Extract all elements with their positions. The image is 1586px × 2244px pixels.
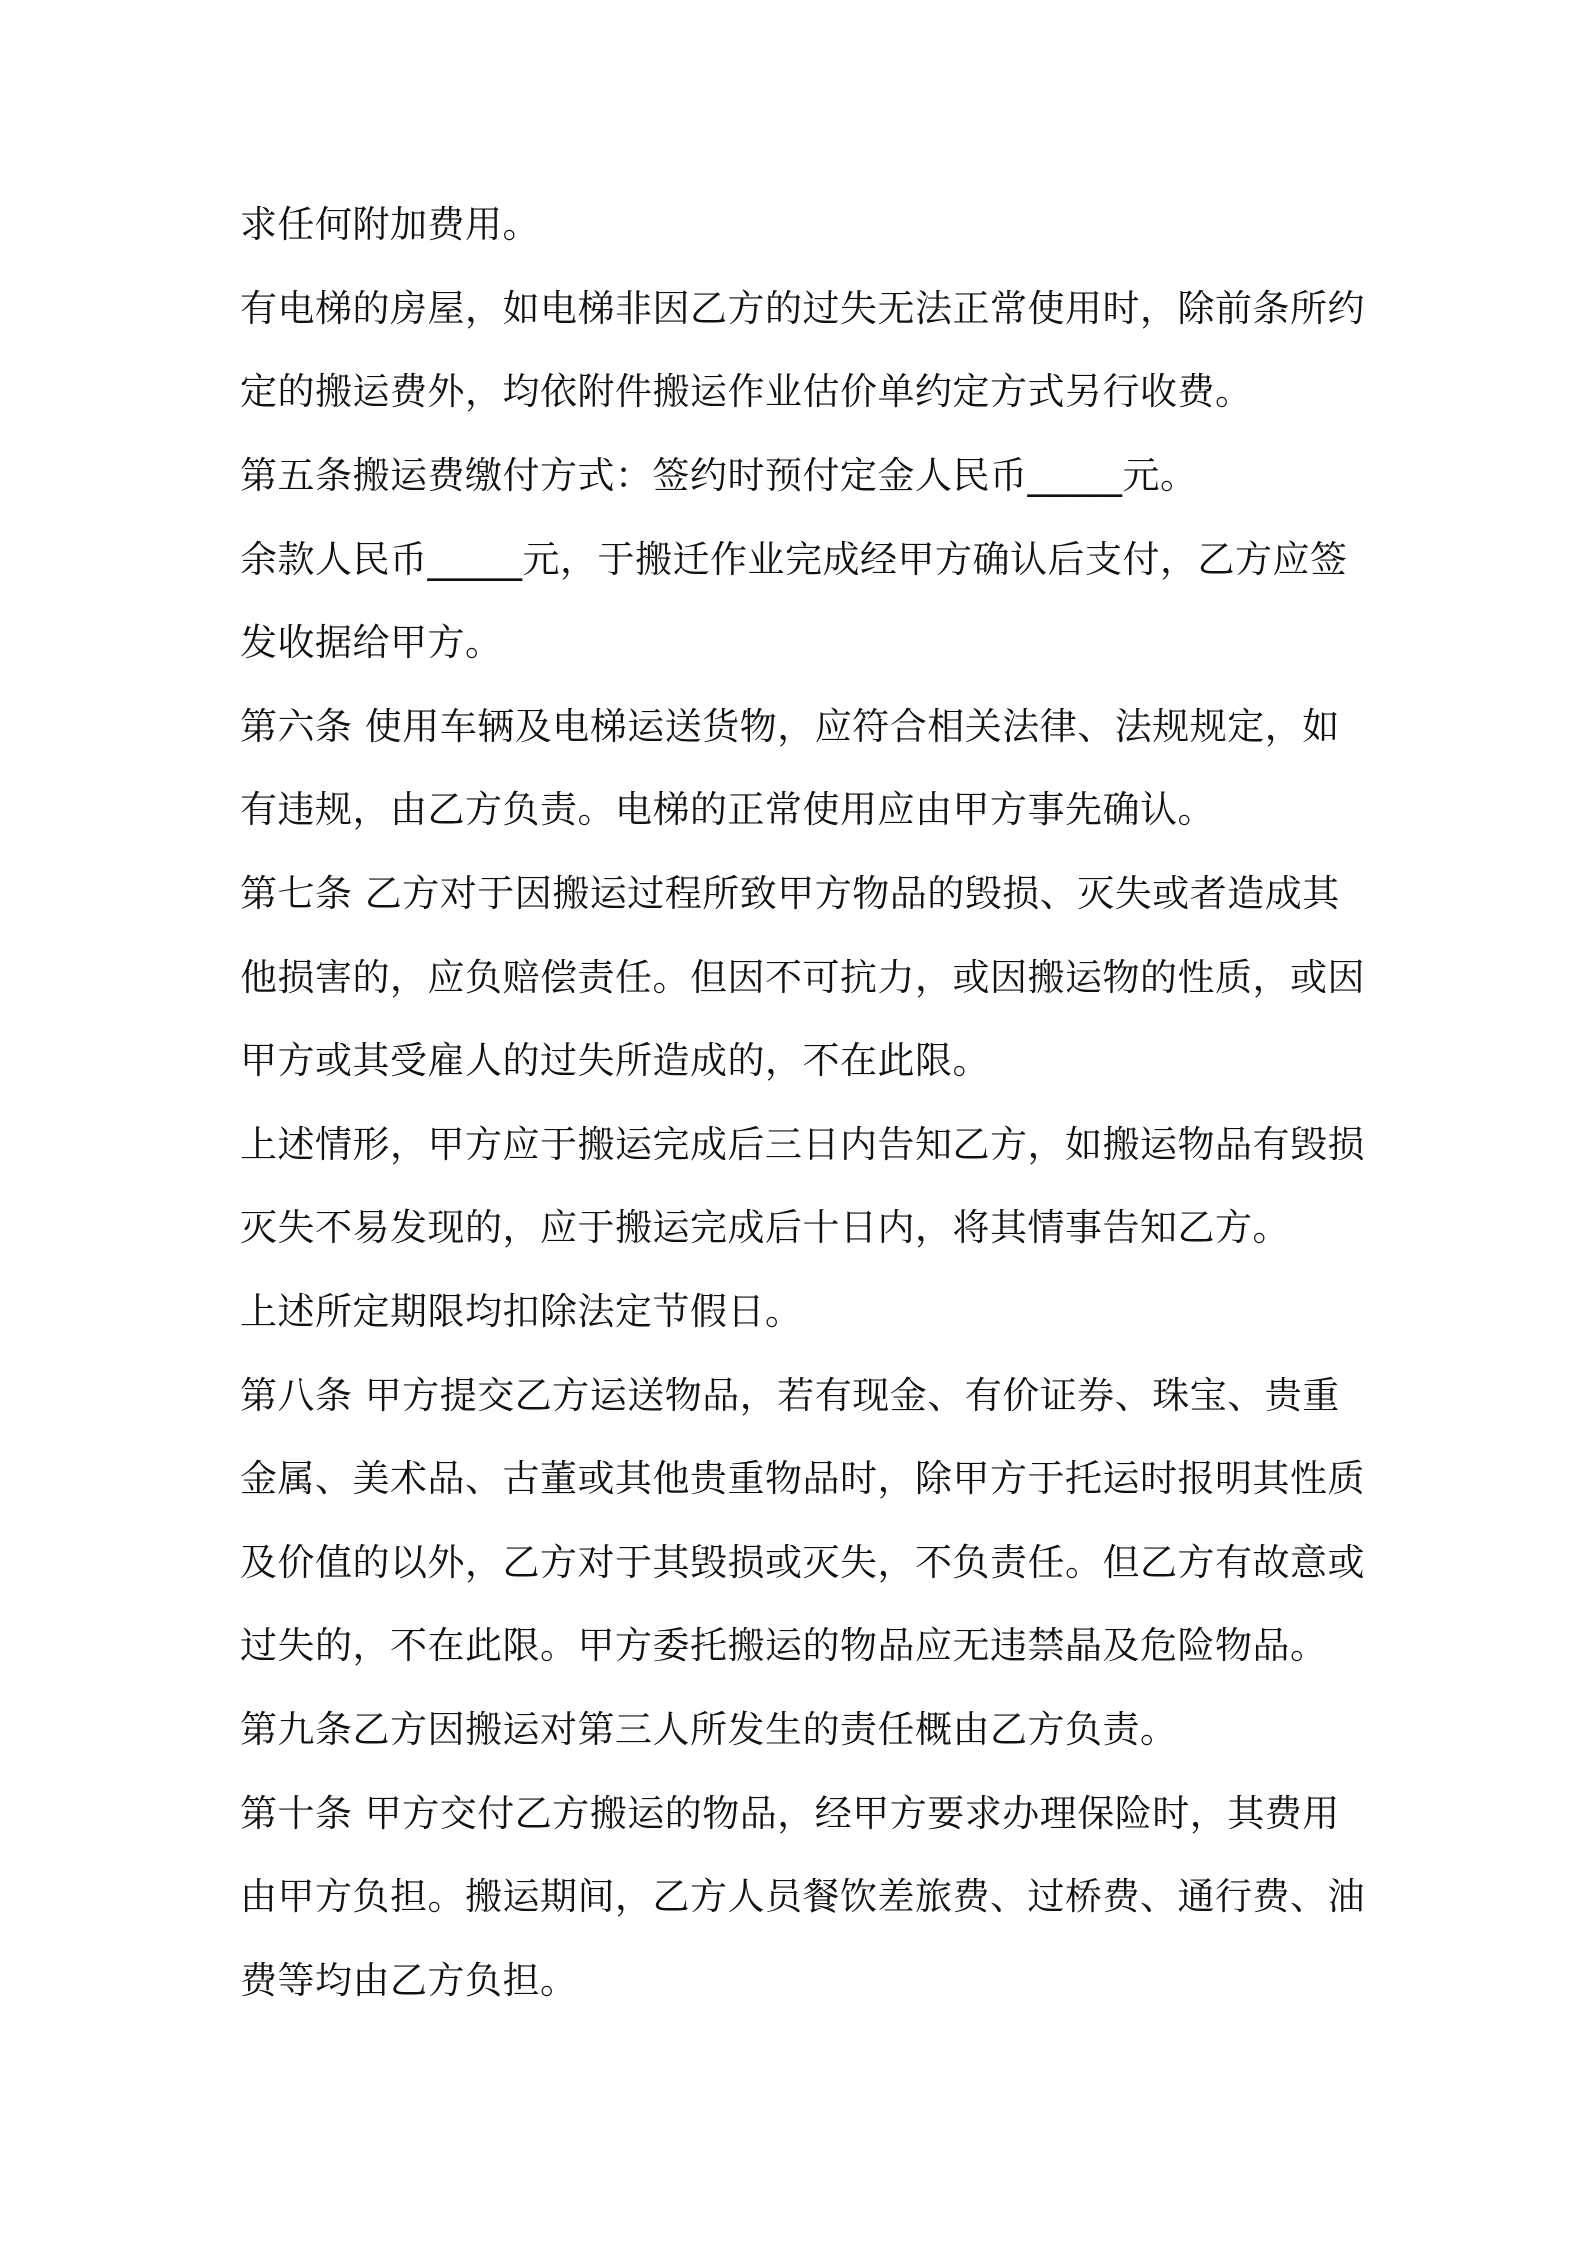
text-line: 求任何附加费用。: [240, 203, 540, 246]
text-line: 灭失不易发现的，应于搬运完成后十日内，将其情事告知乙方。: [240, 1206, 1290, 1249]
text-line: 有违规，由乙方负责。电梯的正常使用应由甲方事先确认。: [240, 788, 1215, 831]
text-line: 定的搬运费外，均依附件搬运作业估价单约定方式另行收费。: [240, 370, 1253, 413]
text-line: 上述情形，甲方应于搬运完成后三日内告知乙方，如搬运物品有毁损: [240, 1123, 1365, 1166]
text-line: 第九条乙方因搬运对第三人所发生的责任概由乙方负责。: [240, 1708, 1178, 1751]
text-line: 有电梯的房屋，如电梯非因乙方的过失无法正常使用时，除前条所约: [240, 287, 1365, 330]
text-line: 第十条 甲方交付乙方搬运的物品，经甲方要求办理保险时，其费用: [240, 1792, 1340, 1835]
text-line: 上述所定期限均扣除法定节假日。: [240, 1290, 803, 1333]
text-line: 余款人民币_____元，于搬迁作业完成经甲方确认后支付，乙方应签: [240, 538, 1348, 581]
text-line: 甲方或其受雇人的过失所造成的，不在此限。: [240, 1039, 990, 1082]
text-line: 第八条 甲方提交乙方运送物品，若有现金、有价证券、珠宝、贵重: [240, 1374, 1340, 1417]
text-line: 由甲方负担。搬运期间，乙方人员餐饮差旅费、过桥费、通行费、油: [240, 1875, 1365, 1918]
text-line: 费等均由乙方负担。: [240, 1959, 578, 2002]
text-line: 金属、美术品、古董或其他贵重物品时，除甲方于托运时报明其性质: [240, 1457, 1365, 1500]
text-line: 过失的，不在此限。甲方委托搬运的物品应无违禁晶及危险物品。: [240, 1624, 1328, 1667]
text-line: 第六条 使用车辆及电梯运送货物，应符合相关法律、法规规定，如: [240, 705, 1340, 748]
text-line: 及价值的以外，乙方对于其毁损或灭失，不负责任。但乙方有故意或: [240, 1541, 1365, 1584]
text-line: 第五条搬运费缴付方式：签约时预付定金人民币_____元。: [240, 454, 1198, 497]
text-line: 他损害的，应负赔偿责任。但因不可抗力，或因搬运物的性质，或因: [240, 956, 1365, 999]
text-line: 发收据给甲方。: [240, 621, 503, 664]
text-line: 第七条 乙方对于因搬运过程所致甲方物品的毁损、灭失或者造成其: [240, 872, 1340, 915]
